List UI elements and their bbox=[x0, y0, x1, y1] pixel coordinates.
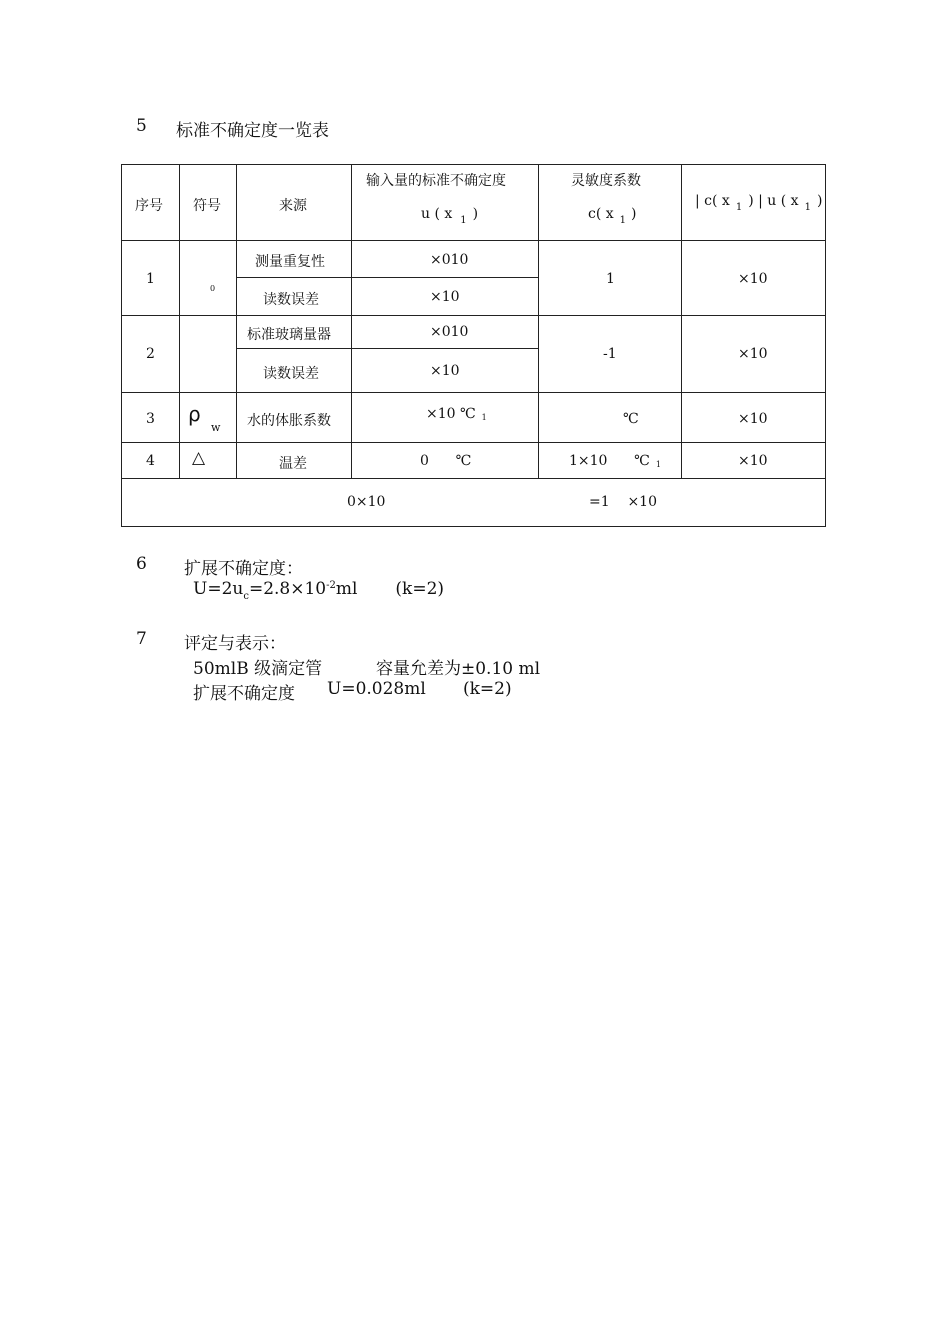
header-source: 来源 bbox=[279, 198, 307, 214]
row1-symbol-sub: 0 bbox=[210, 284, 216, 293]
burette-spec: 50mlB 级滴定管 bbox=[193, 659, 323, 679]
section-6-title: 扩展不确定度： bbox=[184, 559, 303, 579]
header-symbol: 符号 bbox=[193, 198, 221, 214]
expanded-uncertainty-value: U=0.028ml bbox=[327, 679, 426, 699]
header-product: | c( x $_1$ ) | u ( x $_1$ ) bbox=[695, 193, 823, 213]
coverage-factor: (k=2) bbox=[463, 679, 512, 699]
triangle-icon: △ bbox=[192, 448, 206, 468]
row2-seq: 2 bbox=[146, 346, 155, 362]
row2-product: ×10 bbox=[738, 346, 768, 362]
header-sensitivity-title: 灵敏度系数 bbox=[571, 173, 641, 189]
row2-sensitivity: -1 bbox=[603, 346, 617, 362]
row2-source-b: 读数误差 bbox=[263, 366, 319, 382]
expanded-uncertainty-formula: $U=2u_c=2.8\times 10^{-2}ml$ (k=2) bbox=[193, 579, 445, 602]
section-5-title: 标准不确定度一览表 bbox=[176, 121, 329, 141]
section-5-number: 5 bbox=[136, 116, 147, 136]
header-sensitivity-symbol: c( x $_1$ ) bbox=[588, 206, 637, 226]
header-std-unc-title: 输入量的标准不确定度 bbox=[366, 173, 506, 189]
row3-symbol-sub: w bbox=[211, 421, 221, 434]
header-std-unc-symbol: u ( x $_1$ ) bbox=[421, 206, 479, 226]
row2-source-a: 标准玻璃量器 bbox=[247, 327, 331, 343]
tolerance-spec: 容量允差为±0.10 ml bbox=[376, 659, 541, 679]
row4-std-unc: 0 ℃ bbox=[420, 453, 472, 469]
row4-sensitivity: 1×10 ℃ 1 bbox=[569, 453, 661, 469]
row1-source-a: 测量重复性 bbox=[255, 254, 325, 270]
footer-combined-right: =1 ×10 bbox=[589, 494, 657, 510]
row4-source: 温差 bbox=[279, 456, 307, 472]
section-6-number: 6 bbox=[136, 554, 147, 574]
row1-product: ×10 bbox=[738, 271, 768, 287]
row3-seq: 3 bbox=[146, 411, 155, 427]
row3-std-unc: ×10 ℃ 1 bbox=[426, 406, 487, 422]
row3-symbol: ρ bbox=[188, 402, 201, 426]
footer-combined-left: 0×10 bbox=[347, 494, 386, 510]
row2-std-unc-b: ×10 bbox=[430, 363, 460, 379]
section-7-number: 7 bbox=[136, 629, 147, 649]
row1-sensitivity: 1 bbox=[606, 271, 615, 287]
row3-sensitivity: ℃ bbox=[623, 411, 639, 427]
row1-std-unc-b: ×10 bbox=[430, 289, 460, 305]
row4-seq: 4 bbox=[146, 453, 155, 469]
row3-product: ×10 bbox=[738, 411, 768, 427]
row2-std-unc-a: ×010 bbox=[430, 324, 469, 340]
row1-std-unc-a: ×010 bbox=[430, 252, 469, 268]
section-7-title: 评定与表示： bbox=[184, 634, 286, 654]
row3-source: 水的体胀系数 bbox=[247, 413, 331, 429]
expanded-uncertainty-label: 扩展不确定度 bbox=[193, 684, 295, 704]
row4-product: ×10 bbox=[738, 453, 768, 469]
header-seq: 序号 bbox=[135, 198, 163, 214]
row1-source-b: 读数误差 bbox=[263, 292, 319, 308]
row1-seq: 1 bbox=[146, 271, 155, 287]
